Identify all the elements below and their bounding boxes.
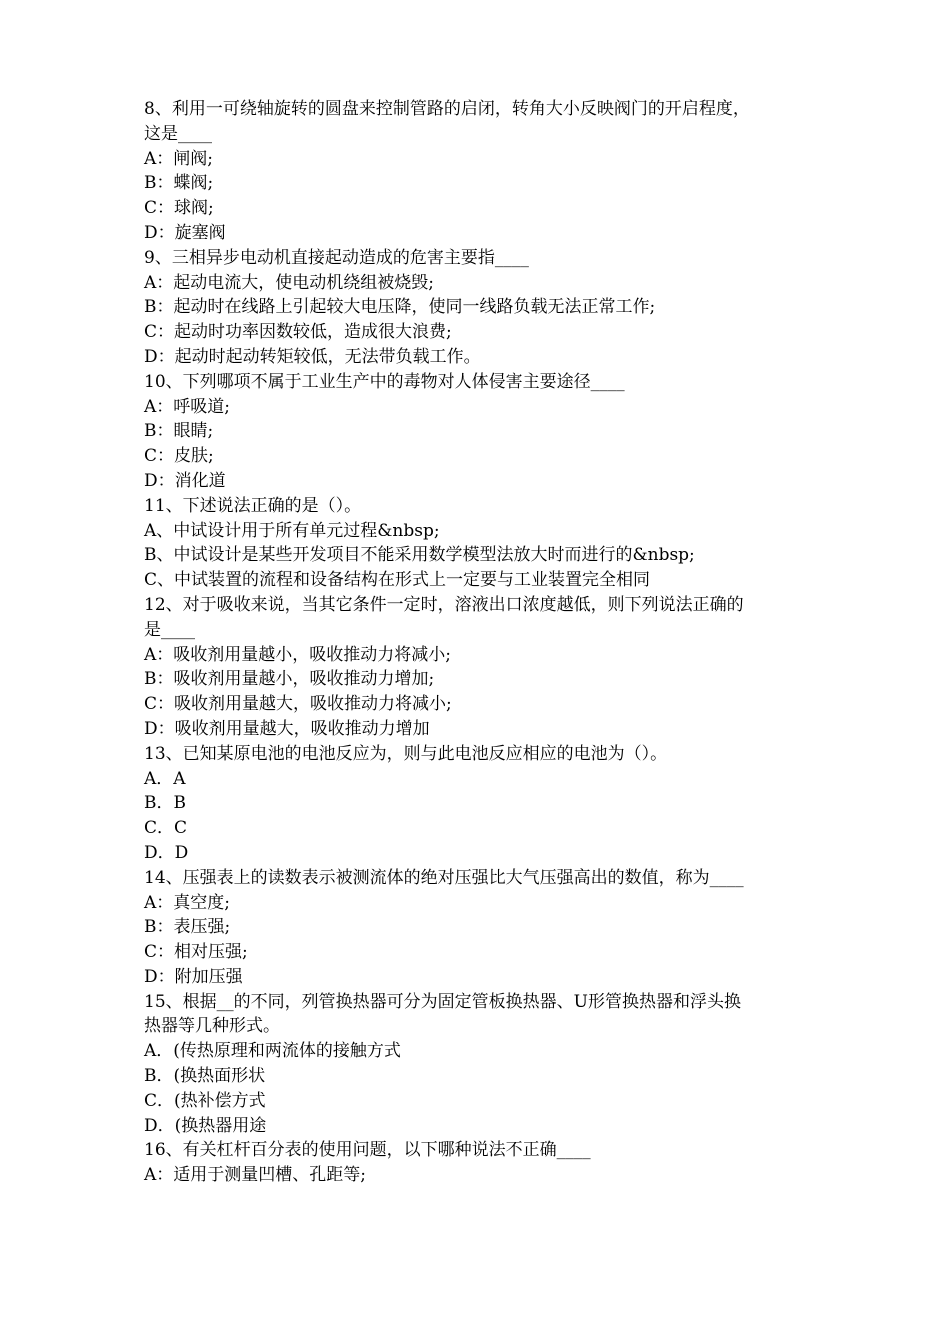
question-8-stem-line-2: 这是____ <box>144 123 212 144</box>
question-15-option-c: C．(热补偿方式 <box>144 1090 266 1111</box>
question-12-option-d: D：吸收剂用量越大，吸收推动力增加 <box>144 718 430 739</box>
question-15-option-d: D．(换热器用途 <box>144 1115 267 1136</box>
question-9-option-c: C：起动时功率因数较低，造成很大浪费; <box>144 322 452 343</box>
question-10-option-a: A：呼吸道; <box>144 396 231 417</box>
question-14-option-b: B：表压强; <box>144 917 231 938</box>
question-12-option-c: C：吸收剂用量越大，吸收推动力将减小; <box>144 694 452 715</box>
question-14-option-a: A：真空度; <box>144 892 231 913</box>
question-8-option-b: B：蝶阀; <box>144 173 214 194</box>
question-8-option-c: C：球阀; <box>144 198 214 219</box>
question-12-stem-line-2: 是____ <box>144 619 195 640</box>
question-13-option-d: D．D <box>144 842 189 863</box>
question-14-stem: 14、压强表上的读数表示被测流体的绝对压强比大气压强高出的数值，称为____ <box>144 867 744 888</box>
question-13-option-b: B．B <box>144 793 186 814</box>
question-12-stem-line-1: 12、对于吸收来说，当其它条件一定时，溶液出口浓度越低，则下列说法正确的 <box>144 594 744 615</box>
exam-question-list <box>144 97 819 1188</box>
question-15-stem-line-2: 热器等几种形式。 <box>144 1016 280 1037</box>
question-9-option-a: A：起动电流大，使电动机绕组被烧毁; <box>144 272 435 293</box>
question-11-option-c: C、中试装置的流程和设备结构在形式上一定要与工业装置完全相同 <box>144 570 651 591</box>
question-9-option-b: B：起动时在线路上引起较大电压降，使同一线路负载无法正常工作; <box>144 297 656 318</box>
question-15-option-b: B．(换热面形状 <box>144 1066 266 1087</box>
question-8-stem-line-1: 8、利用一可绕轴旋转的圆盘来控制管路的启闭，转角大小反映阀门的开启程度， <box>144 99 750 119</box>
question-13-option-c: C．C <box>144 818 188 839</box>
question-11-option-b: B、中试设计是某些开发项目不能采用数学模型法放大时而进行的&nbsp; <box>144 545 695 566</box>
question-10-option-c: C：皮肤; <box>144 446 214 467</box>
question-10-option-b: B：眼睛; <box>144 421 214 442</box>
question-12-option-a: A：吸收剂用量越小，吸收推动力将减小; <box>144 644 452 665</box>
question-9-stem: 9、三相异步电动机直接起动造成的危害主要指____ <box>144 247 529 268</box>
question-14-option-c: C：相对压强; <box>144 942 248 963</box>
question-16-option-a: A：适用于测量凹槽、孔距等; <box>144 1165 367 1186</box>
question-9-option-d: D：起动时起动转矩较低，无法带负载工作。 <box>144 346 481 367</box>
question-11-stem: 11、下述说法正确的是（）。 <box>144 495 362 516</box>
question-12-option-b: B：吸收剂用量越小，吸收推动力增加; <box>144 669 435 690</box>
question-10-option-d: D：消化道 <box>144 470 226 491</box>
question-14-option-d: D：附加压强 <box>144 966 243 987</box>
question-13-stem: 13、已知某原电池的电池反应为，则与此电池反应相应的电池为（）。 <box>144 743 668 764</box>
question-8-option-a: A：闸阀; <box>144 148 214 169</box>
question-16-stem: 16、有关杠杆百分表的使用问题，以下哪种说法不正确____ <box>144 1140 591 1161</box>
question-15-option-a: A．(传热原理和两流体的接触方式 <box>144 1041 401 1062</box>
question-13-option-a: A．A <box>144 768 186 789</box>
question-15-stem-line-1: 15、根据__的不同，列管换热器可分为固定管板换热器、U形管换热器和浮头换 <box>144 991 741 1012</box>
question-8-option-d: D：旋塞阀 <box>144 222 226 243</box>
question-10-stem: 10、下列哪项不属于工业生产中的毒物对人体侵害主要途径____ <box>144 371 625 392</box>
question-11-option-a: A、中试设计用于所有单元过程&nbsp; <box>144 520 440 541</box>
